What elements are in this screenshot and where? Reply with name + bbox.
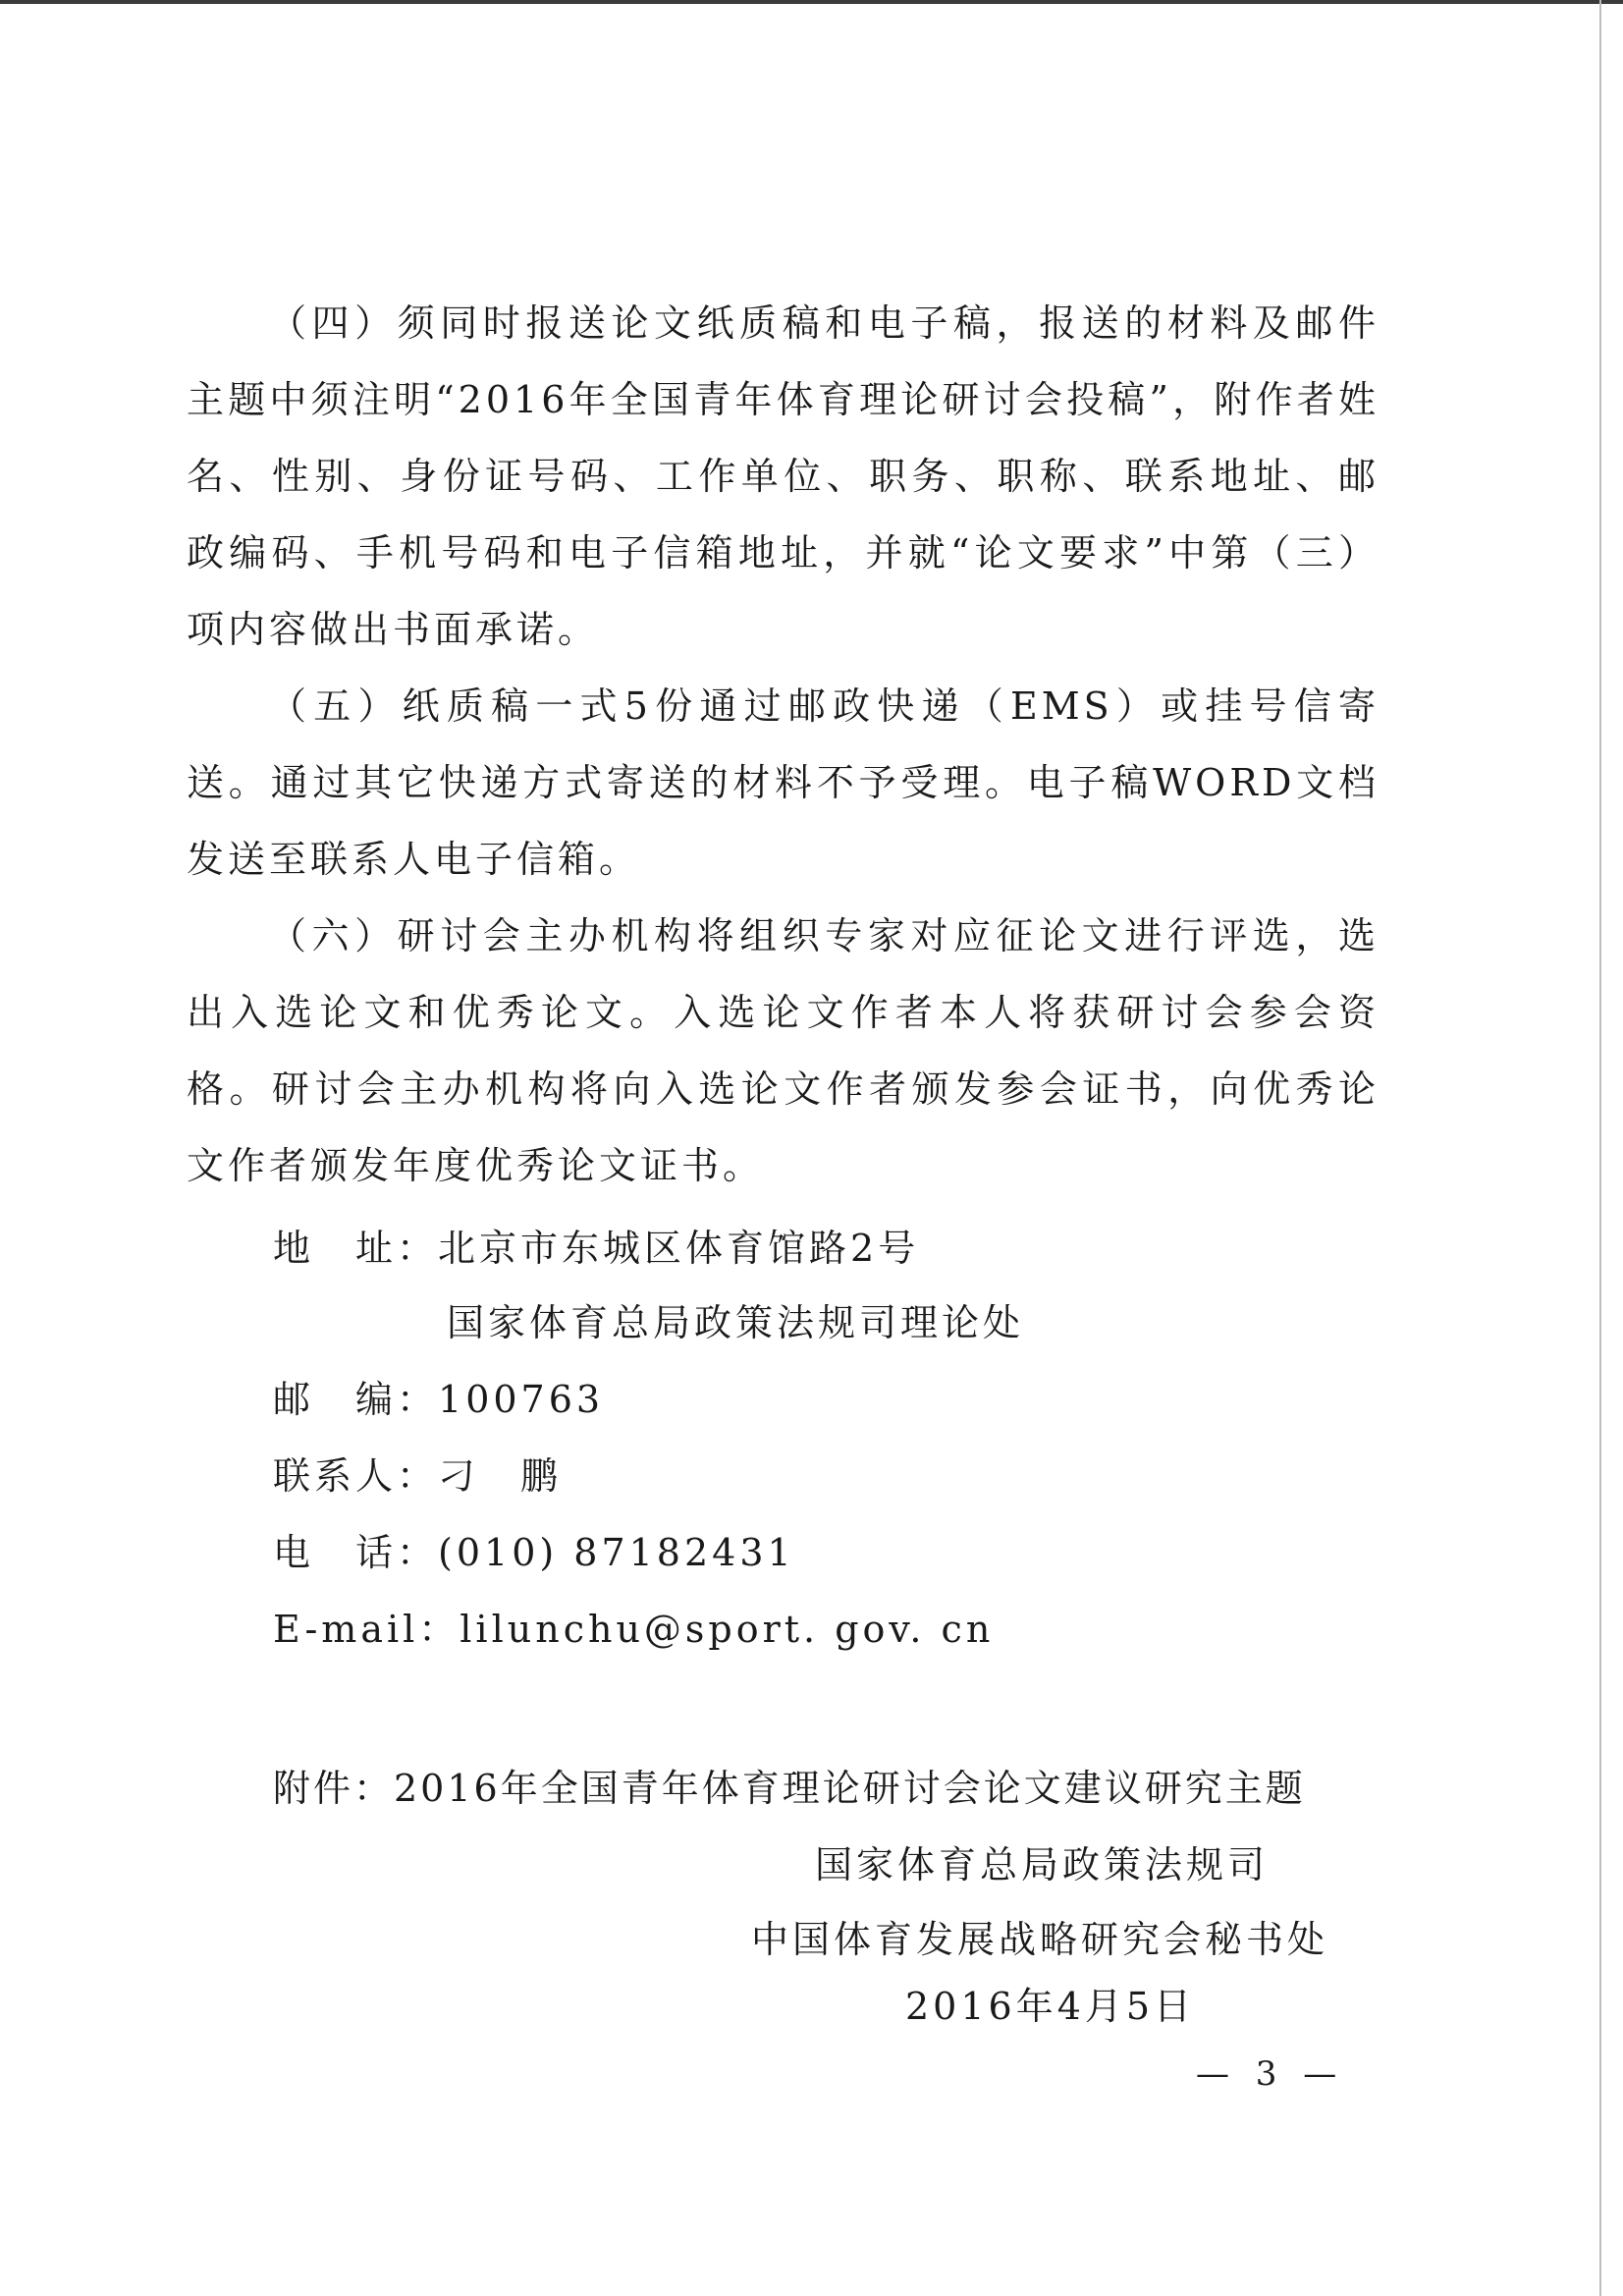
email-value[interactable]: lilunchu@sport. gov. cn [460,1608,995,1651]
paragraph-6: （六）研讨会主办机构将组织专家对应征论文进行评选，选出入选论文和优秀论文。入选论文作者本人将获研讨会参会资格。研讨会主办机构将向入选论文作者颁发参会证书，向优秀论文作者颁发年度优秀论文证书。 [187,914,1380,1187]
signature-date: 2016年4月5日 [905,1985,1196,2028]
contact-postcode-row [273,1369,604,1423]
scan-edge-right [1599,0,1601,2296]
page-number: — 3 — [1196,2054,1345,2094]
contact-address-row [273,1218,919,1272]
paragraph-5: （五）纸质稿一式5份通过邮政快递（EMS）或挂号信寄送。通过其它快递方式寄送的材料不予受理。电子稿WORD文档发送至联系人电子信箱。 [187,684,1380,881]
postcode-value: 100763 [438,1378,605,1421]
phone-label: 电 话： [273,1531,439,1574]
contact-person-row [273,1446,562,1500]
postcode-label: 邮 编： [273,1378,439,1421]
paragraph-4: （四）须同时报送论文纸质稿和电子稿，报送的材料及邮件主题中须注明“2016年全国青年体育理论研讨会投稿”，附作者姓名、性别、身份证号码、工作单位、职务、职称、联系地址、邮政编码、手机号码和电子信箱地址，并就“论文要求”中第（三）项内容做出书面承诺。 [187,301,1380,651]
contact-email-row [273,1599,994,1653]
attachment-note: 附件：2016年全国青年体育理论研讨会论文建议研究主题 [273,1767,1306,1810]
signature-org-2: 中国体育发展战略研究会秘书处 [751,1918,1329,1961]
scan-edge-top [0,0,1623,4]
person-value: 刁 鹏 [438,1454,563,1498]
address-label: 地 址： [273,1227,439,1270]
document-body [187,285,1380,1204]
signature-org-1: 国家体育总局政策法规司 [815,1843,1270,1886]
person-label: 联系人： [273,1454,439,1498]
email-label: E-mail： [273,1608,460,1651]
address-line1: 北京市东城区体育馆路2号 [438,1227,920,1270]
phone-value: (010) 87182431 [438,1531,795,1574]
address-line2: 国家体育总局政策法规司理论处 [447,1301,1025,1344]
contact-phone-row [273,1522,795,1576]
contact-address-row-2 [447,1292,1024,1346]
